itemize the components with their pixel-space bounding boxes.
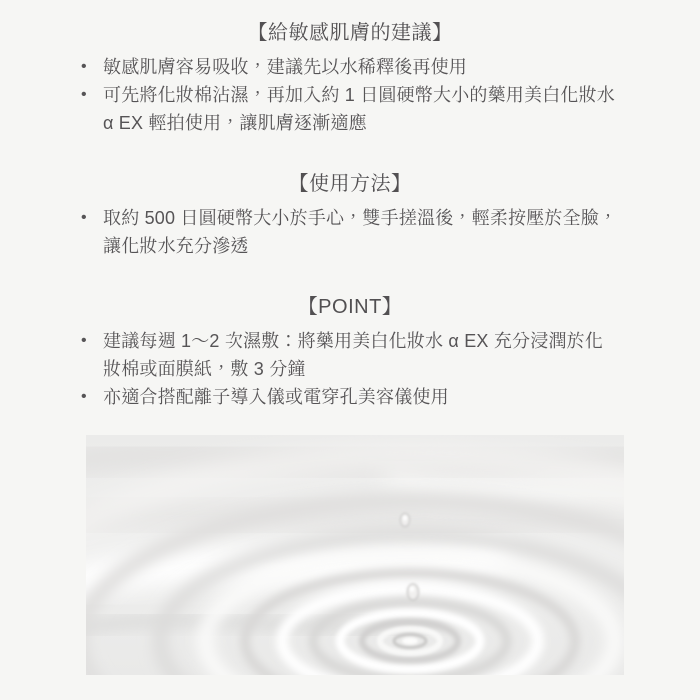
list-item [80,204,620,260]
list-item [80,383,620,411]
list-item-text: 可先將化妝棉沾濕，再加入約 1 日圓硬幣大小的藥用美白化妝水 α EX 輕拍使用，讓肌膚逐漸適應 [103,85,616,133]
section-title-usage-method: 【使用方法】 [288,173,412,195]
description-content [80,0,620,675]
list-item-text: 亦適合搭配離子導入儀或電穿孔美容儀使用 [103,387,449,407]
list-item-text: 取約 500 日圓硬幣大小於手心，雙手搓溫後，輕柔按壓於全臉，讓化妝水充分滲透 [103,208,618,256]
list-item [80,327,620,383]
bullet-icon: • [81,209,87,226]
sensitive-skin-advice-list [80,53,620,137]
list-item-text: 建議每週 1〜2 次濕敷：將藥用美白化妝水 α EX 充分浸潤於化妝棉或面膜紙，敷 3 分鐘 [103,331,604,379]
bullet-icon: • [81,58,87,75]
bullet-icon: • [81,86,87,103]
point-list [80,327,620,411]
water-ripple-illustration [86,435,624,675]
list-item [80,53,620,81]
list-item-text: 敏感肌膚容易吸收，建議先以水稀釋後再使用 [103,57,467,77]
section-title-sensitive-skin-advice: 【給敏感肌膚的建議】 [247,22,453,44]
usage-method-list [80,204,620,260]
list-item [80,81,620,137]
section-title-point: 【POINT】 [297,296,403,318]
water-ripple-photo [86,435,624,675]
bullet-icon: • [81,332,87,349]
bullet-icon: • [81,388,87,405]
